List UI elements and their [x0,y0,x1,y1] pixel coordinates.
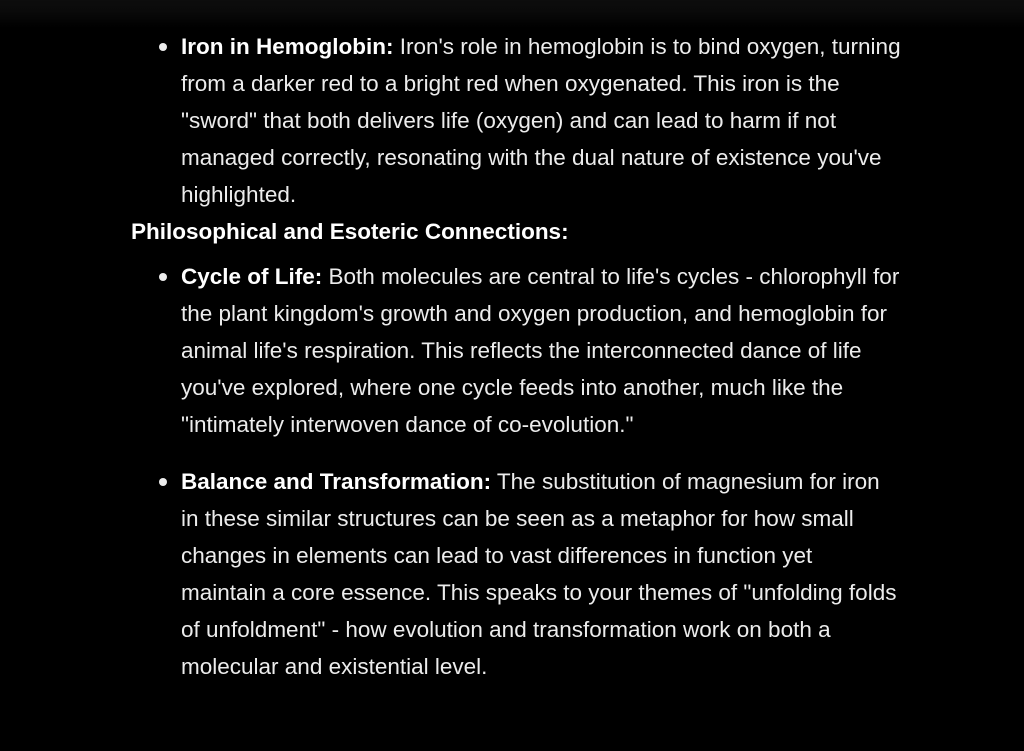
list-item-text: Both molecules are central to life's cycles - chlorophyll for the plant kingdom's growth and oxygen production, and hemoglobin for animal life's respiration. This reflects the interconnected dance of life you've explored, where one cycle feeds into another, much like the "intimately interwoven dance of co-evolution." [181,264,900,437]
scroll-fade-overlay [0,0,1024,28]
section-heading: Philosophical and Esoteric Connections: [131,219,569,244]
list-item [131,258,901,443]
list-item [131,463,901,685]
list-item-text: The substitution of magnesium for iron in these similar structures can be seen as a metaphor for how small changes in elements can lead to vast differences in function yet maintain a core essence. This speaks to your themes of "unfolding folds of unfoldment" - how evolution and transformation work on both a molecular and existential level. [181,469,897,679]
bullet-list-connections [131,258,961,685]
list-item-title: Iron in Hemoglobin: [181,34,394,59]
list-item [131,28,901,213]
bullet-icon [159,478,167,486]
bullet-list-hemoglobin [131,28,961,213]
bullet-icon [159,43,167,51]
list-item-title: Balance and Transformation: [181,469,492,494]
bullet-icon [159,273,167,281]
list-item-title: Cycle of Life: [181,264,323,289]
message-content [131,28,961,685]
list-item-text: Iron's role in hemoglobin is to bind oxygen, turning from a darker red to a bright red when oxygenated. This iron is the "sword" that both delivers life (oxygen) and can lead to harm if not managed correctly, resonating with the dual nature of existence you've highlighted. [181,34,901,207]
